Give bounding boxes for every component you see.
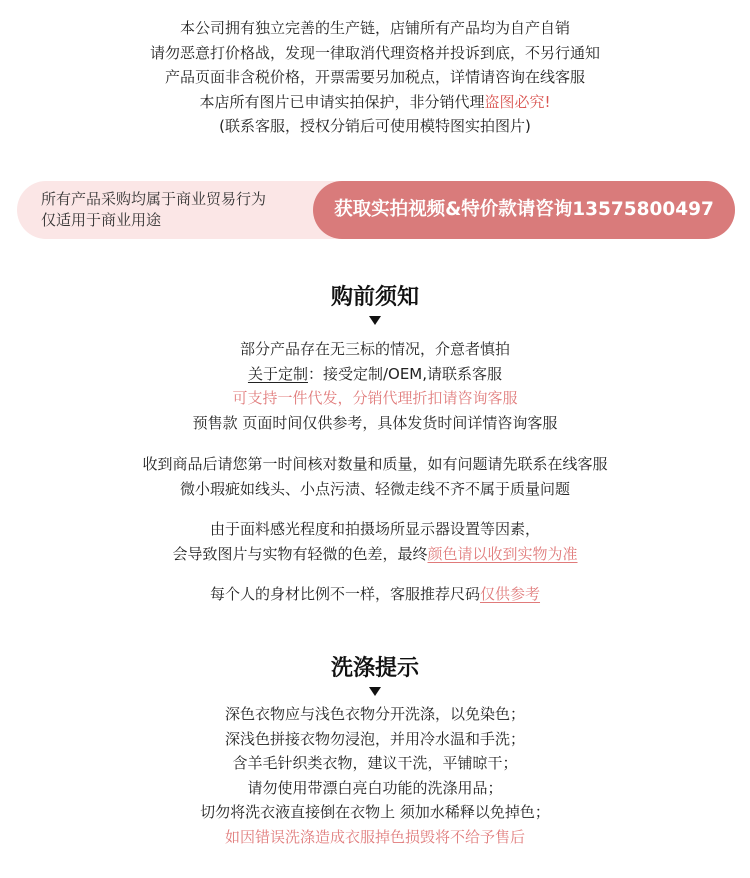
purchase-block-4: [0, 582, 750, 607]
protect-line: [0, 90, 750, 115]
purchase-block-1: [0, 337, 750, 435]
color-text: 会导致图片与实物有轻微的色差，最终: [172, 544, 428, 563]
down-triangle-icon: [369, 687, 381, 696]
washing-line: 深浅色拼接衣物勿浸泡，并用冷水温和手洗；: [224, 729, 525, 748]
purchase-title: 购前须知: [330, 285, 419, 310]
banner-line: 仅适用于商业用途: [41, 211, 162, 229]
notice-line: 请勿恶意打价格战，发现一律取消代理资格并投诉到底，不另行通知: [149, 43, 600, 62]
washing-warning: 如因错误洗涤造成衣服掉色损毁将不给予售后: [224, 827, 525, 846]
banner-line: 所有产品采购均属于商业贸易行为: [41, 190, 267, 208]
size-text: 每个人的身材比例不一样，客服推荐尺码: [209, 585, 480, 603]
purchase-line: 部分产品存在无三标的情况，介意者慎拍: [239, 340, 510, 358]
washing-line: 切勿将洗衣液直接倒在衣物上 须加水稀释以免掉色；: [200, 803, 550, 821]
commerce-banner: [17, 181, 735, 239]
notice-line: 产品页面非含税价格，开票需要另加税点，详情请咨询在线客服: [164, 68, 585, 86]
down-triangle-icon: [369, 316, 381, 325]
dropship-line: 可支持一件代发，分销代理折扣请咨询客服: [232, 389, 518, 407]
contact-cta-pill[interactable]: 获取实拍视频&特价款请咨询13575800497: [313, 181, 735, 239]
purchase-block-3: [0, 517, 750, 566]
custom-label-link[interactable]: 关于定制: [247, 364, 308, 383]
banner-commerce-text: [41, 189, 266, 231]
receive-line: 收到商品后请您第一时间核对数量和质量，如有问题请先联系在线客服: [142, 455, 608, 473]
protect-text: 本店所有图片已申请实拍保护，非分销代理: [199, 92, 485, 111]
color-line: [0, 542, 750, 567]
size-link[interactable]: 仅供参考: [480, 585, 541, 603]
color-link[interactable]: 颜色请以收到实物为准: [427, 544, 578, 563]
purchase-block-2: [0, 452, 750, 501]
receive-line: 微小瑕疵如线头、小点污渍、轻微走线不齐不属于质量问题: [179, 479, 570, 498]
washing-line: 请勿使用带漂白亮白功能的洗涤用品；: [247, 778, 503, 797]
washing-line: 深色衣物应与浅色衣物分开洗涤，以免染色；: [224, 705, 525, 723]
protect-warning: 盗图必究!: [484, 92, 551, 111]
notice-line: 本公司拥有独立完善的生产链，店铺所有产品均为自产自销: [179, 19, 570, 37]
washing-title: 洗涤提示: [330, 656, 419, 681]
size-line: [0, 582, 750, 607]
custom-text: ：接受定制/OEM,请联系客服: [307, 364, 503, 383]
notice-block: [0, 16, 750, 139]
washing-block: [0, 702, 750, 849]
presale-line: 预售款 页面时间仅供参考，具体发货时间详情咨询客服: [192, 413, 558, 432]
contact-line: (联系客服，授权分销后可使用模特图实拍图片): [219, 117, 531, 135]
custom-line: [0, 362, 750, 387]
washing-line: 含羊毛针织类衣物，建议干洗，平铺晾干；: [232, 754, 518, 772]
color-line: 由于面料感光程度和拍摄场所显示器设置等因素，: [209, 520, 540, 538]
